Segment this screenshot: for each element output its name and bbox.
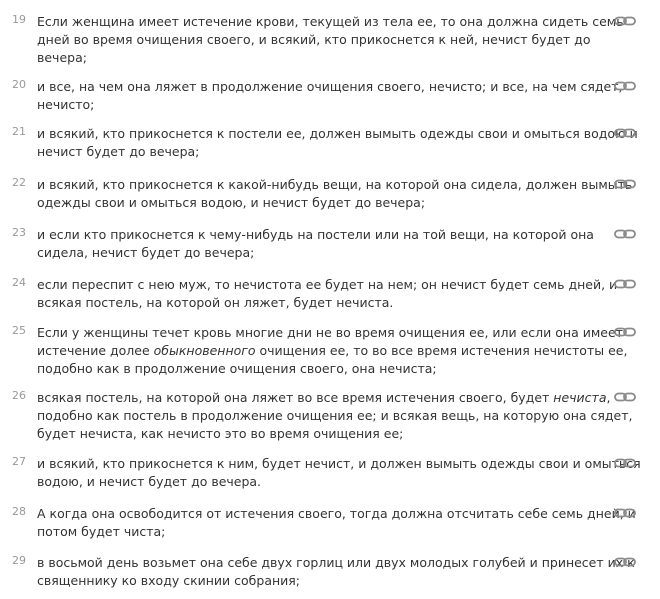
text-segment: нечист будет до вечера;: [37, 144, 200, 159]
italic-segment: обыкновенного: [153, 343, 256, 358]
verse-line: [37, 389, 611, 407]
verse-number: 24: [12, 276, 26, 289]
verse-line: [37, 49, 597, 67]
verse-text: [37, 276, 618, 312]
chain-link-icon[interactable]: [614, 508, 636, 518]
chain-link-icon[interactable]: [614, 279, 636, 289]
verse-text: [37, 389, 633, 443]
verse-line: [37, 96, 597, 114]
verse-line: [37, 407, 633, 425]
text-segment: всякая постель, на которой он ляжет, будет нечиста.: [37, 295, 394, 310]
verse-line: [37, 244, 597, 262]
chain-link-icon[interactable]: [614, 81, 636, 91]
text-segment: будет нечиста, как нечисто это во время очищения ее;: [37, 426, 404, 441]
chain-link-icon[interactable]: [614, 128, 636, 138]
chain-link-icon[interactable]: [614, 458, 636, 468]
text-segment: Если у женщины течет кровь многие дни не во время очищения ее, или если она имеет: [37, 325, 623, 340]
verse-text: [37, 505, 636, 541]
text-segment: водою, и нечист будет до вечера.: [37, 474, 262, 489]
text-segment: подобно как в продолжение очищения своего, она нечиста;: [37, 361, 437, 376]
verse-line: [37, 276, 618, 294]
text-segment: и всякий, кто прикоснется к ним, будет нечист, и должен вымыть одежды свои и омыться: [37, 456, 641, 471]
verse-text: [37, 125, 638, 161]
text-segment: А когда она освободится от истечения своего, тогда должна отсчитать себе семь дней, и: [37, 506, 636, 521]
verse-text: [37, 554, 635, 590]
verse-line: [37, 572, 597, 590]
verse-line: [37, 425, 597, 443]
verse-number: 26: [12, 389, 26, 402]
verse-line: [37, 324, 623, 342]
chain-link-icon[interactable]: [614, 16, 636, 26]
text-segment: ,: [606, 390, 611, 405]
text-segment: Если женщина имеет истечение крови, текущей из тела ее, то она должна сидеть семь: [37, 14, 624, 29]
text-segment: сидела, нечист будет до вечера;: [37, 245, 255, 260]
text-segment: священнику ко входу скинии собрания;: [37, 573, 301, 588]
verse-line: [37, 13, 624, 31]
verse-text: [37, 176, 633, 212]
text-segment: если переспит с нею муж, то нечистота ее будет на нем; он нечист будет семь дней, и: [37, 277, 618, 292]
text-segment: нечисто;: [37, 97, 95, 112]
text-segment: и если кто прикоснется к чему-нибудь на постели или на той вещи, на которой она: [37, 227, 594, 242]
chain-link-icon[interactable]: [614, 179, 636, 189]
verse-text: [37, 324, 628, 378]
verse-line: [37, 194, 597, 212]
verse-number: 27: [12, 455, 26, 468]
chain-link-icon[interactable]: [614, 229, 636, 239]
chain-link-icon[interactable]: [614, 327, 636, 337]
verse-line: [37, 226, 597, 244]
verse-number: 22: [12, 176, 26, 189]
verse-number: 25: [12, 324, 26, 337]
verse-line: [37, 78, 623, 96]
verse-line: [37, 523, 597, 541]
chain-link-icon[interactable]: [614, 557, 636, 567]
text-segment: одежды свои и омыться водою, и нечист будет до вечера;: [37, 195, 426, 210]
verse-line: [37, 294, 597, 312]
verse-text: [37, 78, 623, 114]
text-segment: вечера;: [37, 50, 87, 65]
text-segment: потом будет чиста;: [37, 524, 166, 539]
verse-line: [37, 455, 641, 473]
verse-line: [37, 125, 638, 143]
verse-text: [37, 13, 624, 67]
verse-text: [37, 226, 597, 262]
verse-number: 19: [12, 13, 26, 26]
text-segment: и все, на чем она ляжет в продолжение очищения своего, нечисто; и все, на чем сядет,: [37, 79, 623, 94]
text-segment: дней во время очищения своего, и всякий, кто прикоснется к ней, нечист будет до: [37, 32, 591, 47]
verse-line: [37, 143, 597, 161]
text-segment: всякая постель, на которой она ляжет во все время истечения своего, будет: [37, 390, 554, 405]
verse-line: [37, 342, 628, 360]
italic-segment: нечиста: [553, 390, 607, 405]
verse-line: [37, 176, 633, 194]
verse-number: 23: [12, 226, 26, 239]
text-segment: подобно как постель в продолжение очищения ее; и всякая вещь, на которую она сядет,: [37, 408, 633, 423]
text-segment: истечение долее: [37, 343, 154, 358]
text-segment: и всякий, кто прикоснется к какой-нибудь вещи, на которой она сидела, должен вымыть: [37, 177, 633, 192]
verse-number: 20: [12, 78, 26, 91]
verse-line: [37, 505, 636, 523]
chain-link-icon[interactable]: [614, 392, 636, 402]
text-segment: и всякий, кто прикоснется к постели ее, должен вымыть одежды свои и омыться водою и: [37, 126, 638, 141]
verse-number: 29: [12, 554, 26, 567]
verse-text: [37, 455, 641, 491]
verse-number: 28: [12, 505, 26, 518]
verse-line: [37, 554, 635, 572]
verse-line: [37, 31, 597, 49]
verse-line: [37, 473, 597, 491]
text-segment: очищения ее, то во все время истечения нечистоты ее,: [255, 343, 628, 358]
verse-number: 21: [12, 125, 26, 138]
verse-line: [37, 360, 597, 378]
text-segment: в восьмой день возьмет она себе двух горлиц или двух молодых голубей и принесет их к: [37, 555, 635, 570]
